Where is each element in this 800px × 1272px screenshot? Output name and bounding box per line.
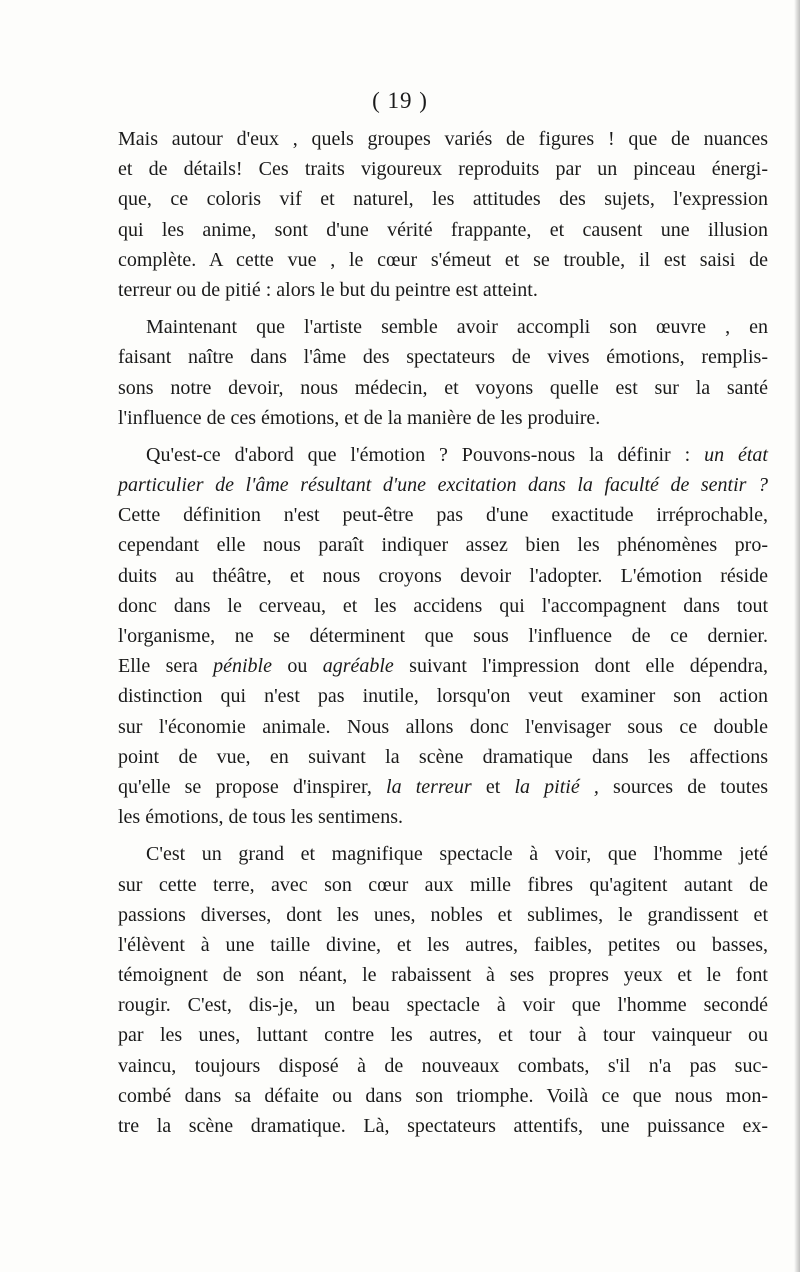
text-line: rougir. C'est, dis-je, un beau spectacle à voir que l'homme secondé bbox=[118, 994, 768, 1017]
italic-segment: agréable bbox=[322, 655, 394, 678]
text-line: point de vue, en suivant la scène dramatique dans les affections bbox=[118, 745, 768, 768]
text-line: terreur ou de pitié : alors le but du peintre est atteint. bbox=[118, 278, 538, 301]
text-segment: suivant l'impression dont elle dépendra, bbox=[409, 655, 769, 678]
text-line: tre la scène dramatique. Là, spectateurs attentifs, une puissance ex- bbox=[118, 1115, 768, 1137]
text-line: Mais autour d'eux , quels groupes variés de figures ! que de nuances bbox=[118, 128, 768, 150]
text-line: distinction qui n'est pas inutile, lorsqu'on veut examiner son action bbox=[118, 685, 768, 708]
text-line bbox=[118, 440, 768, 470]
text-line: C'est un grand et magnifique spectacle à voir, que l'homme jeté bbox=[146, 843, 768, 866]
text-line: sur l'économie animale. Nous allons donc l'envisager sous ce double bbox=[118, 715, 768, 738]
text-line: donc dans le cerveau, et les accidens qui l'accompagnent dans tout bbox=[118, 594, 768, 617]
text-line: complète. A cette vue , le cœur s'émeut et se trouble, il est saisi de bbox=[118, 248, 768, 271]
text-line bbox=[118, 651, 768, 681]
text-segment: Elle sera bbox=[118, 655, 198, 678]
page-number: ( 19 ) bbox=[372, 88, 428, 113]
text-segment: sources de toutes bbox=[613, 775, 769, 798]
text-line: sur cette terre, avec son cœur aux mille fibres qu'agitent autant de bbox=[118, 873, 768, 896]
text-line: vaincu, toujours disposé à de nouveaux combats, s'il n'a pas suc- bbox=[118, 1054, 768, 1077]
text-line: sons notre devoir, nous médecin, et voyons quelle est sur la santé bbox=[118, 376, 768, 399]
text-line: passions diverses, dont les unes, nobles et sublimes, le grandissent et bbox=[118, 903, 768, 926]
text-line: Maintenant que l'artiste semble avoir accompli son œuvre , en bbox=[146, 316, 768, 339]
text-line: Cette définition n'est peut-être pas d'une exactitude irréprochable, bbox=[118, 504, 768, 527]
text-line: faisant naître dans l'âme des spectateurs de vives émotions, remplis- bbox=[118, 346, 768, 369]
text-line: et de détails! Ces traits vigoureux reproduits par un pinceau énergi- bbox=[118, 158, 768, 181]
text-line: duits au théâtre, et nous croyons devoir l'adopter. L'émotion réside bbox=[118, 564, 768, 587]
italic-segment: pénible bbox=[213, 655, 272, 678]
text-line: témoignent de son néant, le rabaissent à ses propres yeux et le font bbox=[118, 964, 768, 987]
italic-segment: la pitié , bbox=[514, 775, 599, 798]
text-line: par les unes, luttant contre les autres, et tour à tour vainqueur ou bbox=[118, 1024, 768, 1047]
text-line bbox=[118, 470, 768, 500]
text-line bbox=[118, 772, 768, 802]
page-edge-shadow bbox=[794, 0, 800, 1272]
text-line: combé dans sa défaite ou dans son triomphe. Voilà ce que nous mon- bbox=[118, 1084, 768, 1107]
italic-segment: particulier de l'âme résultant d'une excitation dans la faculté de sentir ? bbox=[118, 474, 768, 497]
text-segment: ou bbox=[287, 655, 308, 678]
text-line: l'influence de ces émotions, et de la manière de les produire. bbox=[118, 406, 601, 429]
text-segment: Qu'est-ce d'abord que l'émotion ? Pouvons-nous la définir : bbox=[146, 443, 691, 466]
text-line: l'organisme, ne se déterminent que sous l'influence de ce dernier. bbox=[118, 625, 768, 647]
text-line: les émotions, de tous les sentimens. bbox=[118, 806, 403, 829]
italic-segment: la terreur bbox=[386, 775, 472, 798]
text-segment: et bbox=[485, 775, 501, 798]
text-line: cependant elle nous paraît indiquer assez bien les phénomènes pro- bbox=[118, 534, 768, 557]
text-line: qui les anime, sont d'une vérité frappante, et causent une illusion bbox=[118, 218, 768, 241]
italic-segment: un état bbox=[704, 443, 768, 466]
text-line: que, ce coloris vif et naturel, les attitudes des sujets, l'expression bbox=[118, 188, 768, 211]
body-text bbox=[118, 124, 768, 1141]
text-line: l'élèvent à une taille divine, et les autres, faibles, petites ou basses, bbox=[118, 933, 768, 956]
text-segment: qu'elle se propose d'inspirer, bbox=[118, 775, 372, 798]
